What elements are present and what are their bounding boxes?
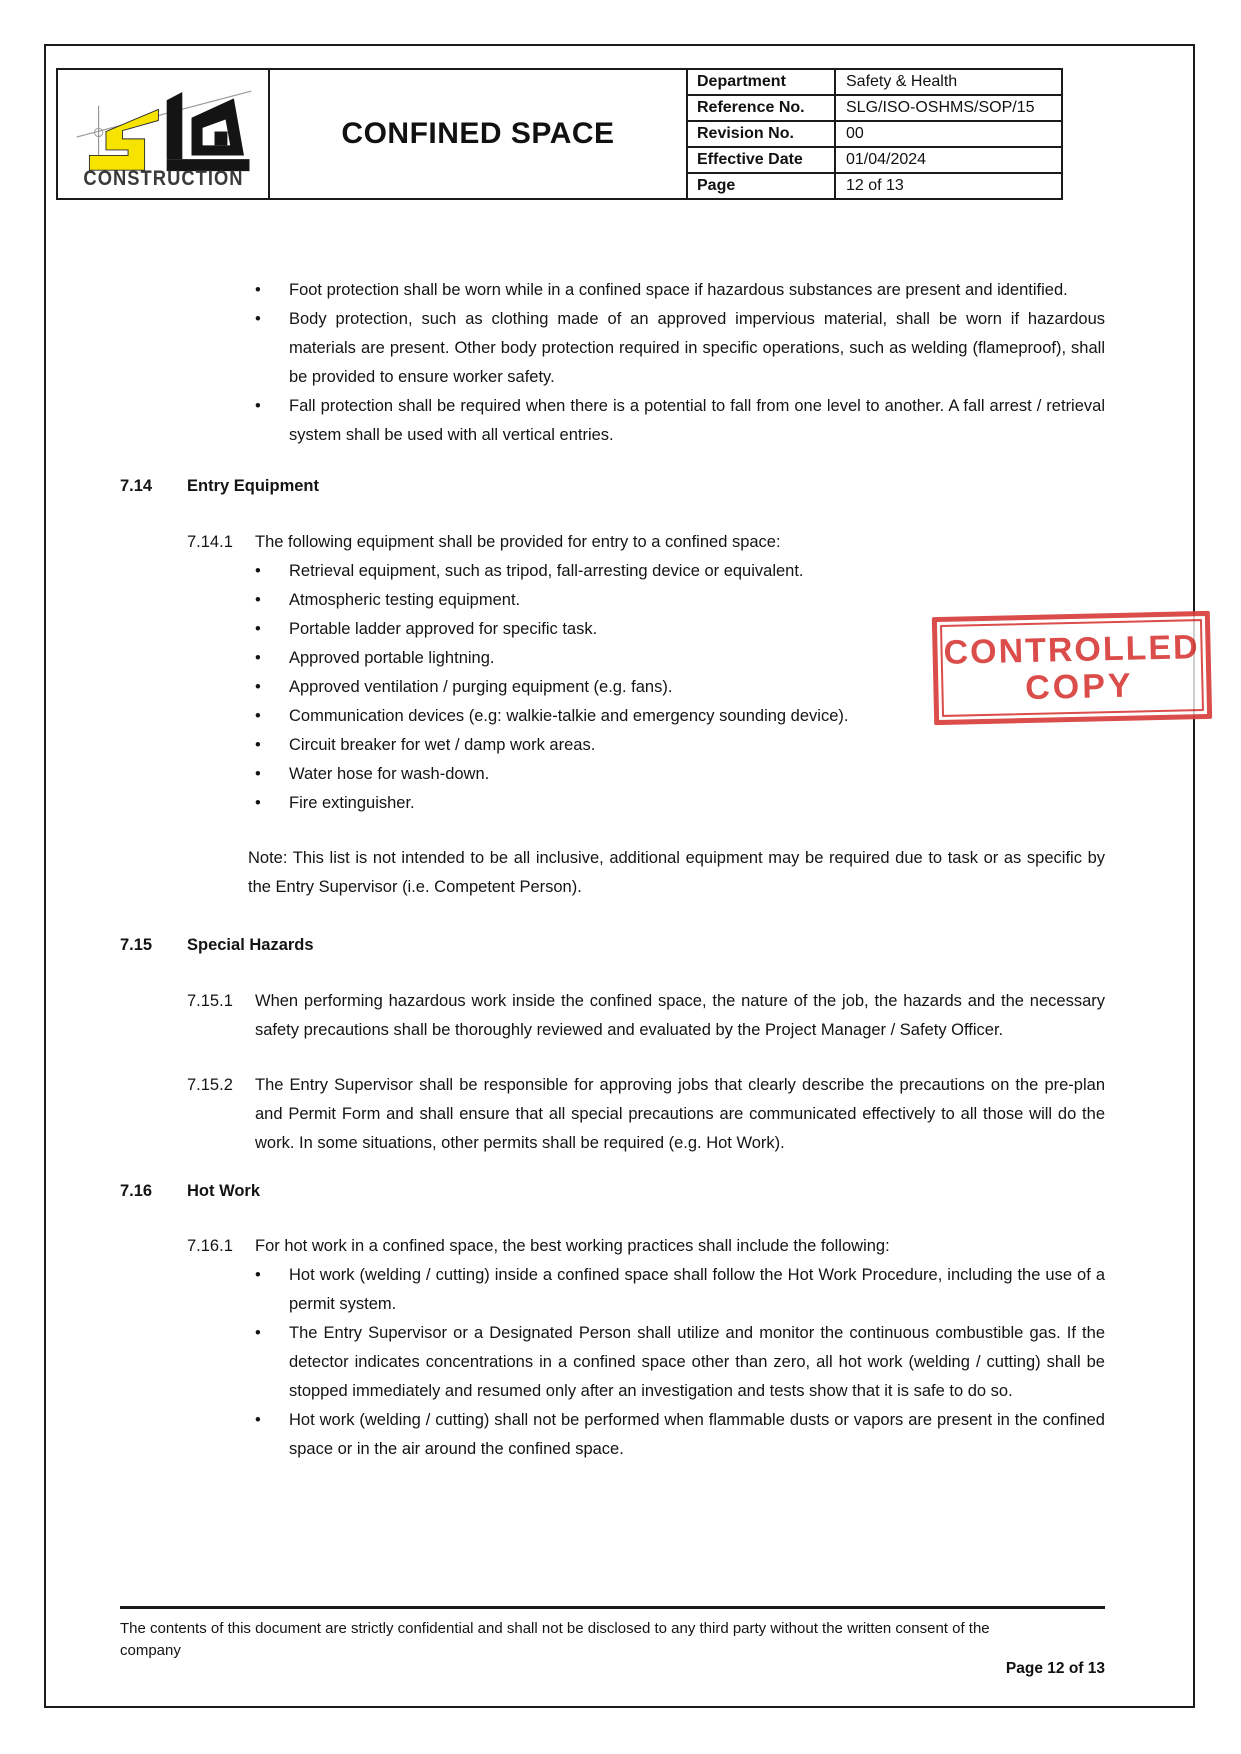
bullet-icon: • xyxy=(255,281,261,299)
section-title: Special Hazards xyxy=(187,936,314,954)
bullet-icon: • xyxy=(255,707,261,725)
section-title: Hot Work xyxy=(187,1182,261,1200)
bullet-icon: • xyxy=(255,649,261,667)
document-header-table xyxy=(56,68,1063,200)
list-item-text: Portable ladder approved for specific task. xyxy=(289,620,598,638)
meta-table xyxy=(688,70,1061,198)
meta-label: Effective Date xyxy=(688,148,836,172)
list-item xyxy=(120,557,1105,586)
meta-value: 12 of 13 xyxy=(846,177,904,194)
clause-number: 7.16.1 xyxy=(187,1237,233,1255)
stamp-outer-border xyxy=(932,611,1212,725)
meta-row-department xyxy=(688,70,1061,96)
footer-divider xyxy=(120,1606,1105,1609)
clause-7-15-1 xyxy=(120,987,1105,1045)
section-title: Entry Equipment xyxy=(187,477,320,495)
list-item-text: Hot work (welding / cutting) inside a confined space shall follow the Hot Work Procedure, including the use of a permit system. xyxy=(289,1266,1105,1313)
bullet-icon: • xyxy=(255,765,261,783)
list-item-text: The Entry Supervisor or a Designated Person shall utilize and monitor the continuous combustible gas. If the detector indicates concentrations in a confined space other than zero, all hot work (welding / cutting) shall be stopped immediately and resumed only after an investigation and tests show that it is safe to do so. xyxy=(289,1324,1105,1400)
meta-value: 00 xyxy=(846,125,864,142)
clause-7-15-2 xyxy=(120,1071,1105,1158)
clause-number: 7.14.1 xyxy=(187,533,233,551)
list-item xyxy=(120,760,1105,789)
meta-row-effective-date xyxy=(688,148,1061,174)
list-item-text: Circuit breaker for wet / damp work areas. xyxy=(289,736,596,754)
meta-label: Page xyxy=(688,174,836,198)
list-item xyxy=(120,392,1105,450)
list-item-text: Atmospheric testing equipment. xyxy=(289,591,521,609)
meta-row-revision xyxy=(688,122,1061,148)
list-item xyxy=(120,789,1105,818)
list-item xyxy=(120,1319,1105,1406)
meta-value: SLG/ISO-OSHMS/SOP/15 xyxy=(846,99,1035,116)
meta-label: Reference No. xyxy=(688,96,836,120)
list-item-text: Body protection, such as clothing made of an approved impervious material, shall be worn if hazardous materials are present. Other body protection required in specific operations, such as welding (flameproof), shall be provided to ensure worker safety. xyxy=(289,310,1105,386)
meta-label: Department xyxy=(688,70,836,94)
clause-text: When performing hazardous work inside the confined space, the nature of the job, the hazards and the necessary safety precautions shall be thoroughly reviewed and evaluated by the Project Manager / Safety Officer. xyxy=(255,992,1105,1039)
bullet-icon: • xyxy=(255,1266,261,1284)
stamp-text-line1: CONTROLLED xyxy=(943,628,1201,672)
list-item-text: Approved portable lightning. xyxy=(289,649,495,667)
bullet-icon: • xyxy=(255,794,261,812)
meta-value: 01/04/2024 xyxy=(846,151,927,168)
list-item xyxy=(120,276,1105,305)
logo-wordmark: CONSTRUCTION xyxy=(82,165,244,190)
section-heading-7-16 xyxy=(120,1177,1105,1206)
list-item xyxy=(120,1406,1105,1464)
bullet-icon: • xyxy=(255,562,261,580)
list-item-text: Retrieval equipment, such as tripod, fall-arresting device or equivalent. xyxy=(289,562,804,580)
meta-row-reference xyxy=(688,96,1061,122)
list-item-text: Foot protection shall be worn while in a confined space if hazardous substances are present and identified. xyxy=(289,281,1068,299)
note-paragraph: Note: This list is not intended to be all inclusive, additional equipment may be required due to task or as specific by the Entry Supervisor (i.e. Competent Person). xyxy=(248,849,1105,896)
slg-logo-icon xyxy=(67,80,259,172)
list-item xyxy=(120,1261,1105,1319)
clause-number: 7.15.1 xyxy=(187,992,233,1010)
bullet-icon: • xyxy=(255,1411,261,1429)
list-item-text: Fall protection shall be required when there is a potential to fall from one level to another. A fall arrest / retrieval system shall be used with all vertical entries. xyxy=(289,397,1105,444)
controlled-copy-stamp xyxy=(932,611,1212,725)
meta-label: Revision No. xyxy=(688,122,836,146)
bullet-icon: • xyxy=(255,736,261,754)
bullet-icon: • xyxy=(255,1324,261,1342)
bullet-icon: • xyxy=(255,591,261,609)
stamp-text-line2: COPY xyxy=(1024,666,1135,708)
document-body xyxy=(120,276,1105,1464)
list-item-text: Approved ventilation / purging equipment (e.g. fans). xyxy=(289,678,673,696)
section-heading-7-14 xyxy=(120,472,1105,501)
meta-row-page xyxy=(688,174,1061,198)
list-item xyxy=(120,305,1105,392)
list-item-text: Communication devices (e.g: walkie-talkie and emergency sounding device). xyxy=(289,707,849,725)
clause-number: 7.15.2 xyxy=(187,1076,233,1094)
list-item-text: Hot work (welding / cutting) shall not be performed when flammable dusts or vapors are present in the confined space or in the air around the confined space. xyxy=(289,1411,1105,1458)
meta-value: Safety & Health xyxy=(846,73,958,90)
list-item xyxy=(120,586,1105,615)
bullet-icon: • xyxy=(255,678,261,696)
footer-page-number: Page 12 of 13 xyxy=(1005,1660,1105,1677)
document-title: CONFINED SPACE xyxy=(270,70,688,198)
clause-7-14-1 xyxy=(120,528,1105,557)
bullet-icon: • xyxy=(255,620,261,638)
stamp-inner-border xyxy=(940,619,1204,717)
section-number: 7.16 xyxy=(120,1182,153,1200)
clause-text: The following equipment shall be provided for entry to a confined space: xyxy=(255,533,781,551)
clause-7-16-1 xyxy=(120,1232,1105,1261)
list-item-text: Water hose for wash-down. xyxy=(289,765,490,783)
confidentiality-notice: The contents of this document are strictly confidential and shall not be disclosed to any third party without the written consent of the company xyxy=(120,1620,990,1659)
bullet-icon: • xyxy=(255,310,261,328)
section-number: 7.15 xyxy=(120,936,153,954)
clause-text: For hot work in a confined space, the best working practices shall include the following: xyxy=(255,1237,890,1255)
section-heading-7-15 xyxy=(120,931,1105,960)
list-item-text: Fire extinguisher. xyxy=(289,794,415,812)
list-item xyxy=(120,731,1105,760)
clause-text: The Entry Supervisor shall be responsible for approving jobs that clearly describe the precautions on the pre-plan and Permit Form and shall ensure that all special precautions are communicated effectively to all those will do the work. In some situations, other permits shall be required (e.g. Hot Work). xyxy=(255,1076,1105,1152)
company-logo xyxy=(58,70,270,198)
bullet-icon: • xyxy=(255,397,261,415)
section-number: 7.14 xyxy=(120,477,153,495)
